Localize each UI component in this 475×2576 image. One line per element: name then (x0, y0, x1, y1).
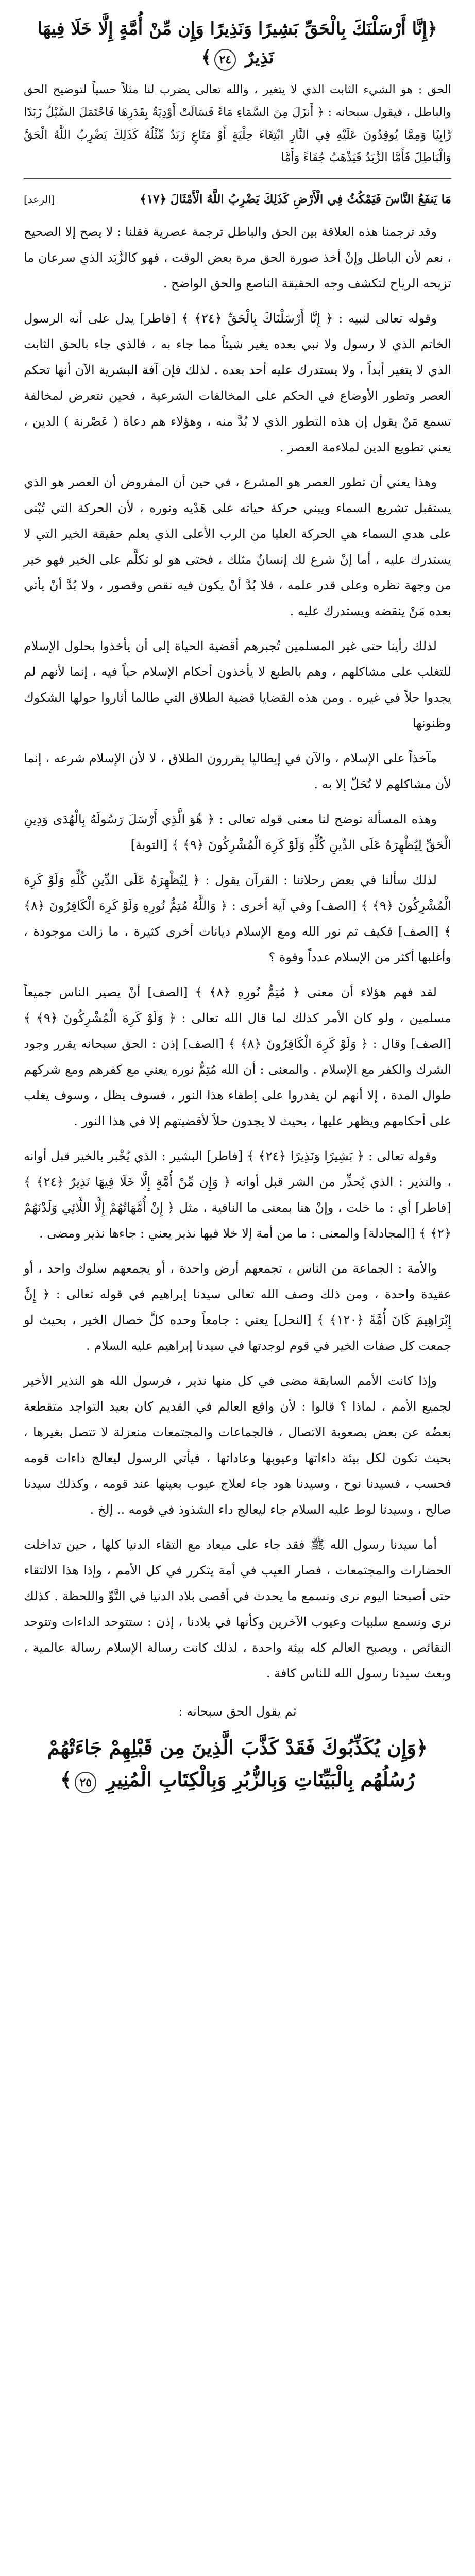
paragraph: وقد ترجمنا هذه العلاقة بين الحق والباطل ترجمة عصرية فقلنا : لا يصح إلا الصحيح ، نعم لأن الباطل وإنْ أخذ صورة الحق مرة بعض الوقت ، فهو كالزَّبَد الذي سرعان ما تزيحه الرياح لتكشف وجه الحقيقة الناصع والحق الواضح . (24, 225, 451, 291)
paragraph: وهذه المسألة توضح لنا معنى قوله تعالى : ﴿ هُوَ الَّذِي أَرْسَلَ رَسُولَهُ بِالْهُدَى وَدِينِ الْحَقِّ لِيُظْهِرَهُ عَلَى الدِّينِ كُلِّهِ وَلَوْ كَرِهَ الْمُشْرِكُونَ ﴿٩﴾ ﴾ [التوبة] (24, 812, 451, 852)
intro-paragraph: الحق : هو الشيء الثابت الذي لا يتغير ، والله تعالى يضرب لنا مثلاً حسياً لتوضيح الحق والباطل ، فيقول سبحانه : ﴿ أَنزَلَ مِنَ السَّمَاءِ مَاءً فَسَالَتْ أَوْدِيَةٌ بِقَدَرِهَا فَاحْتَمَلَ السَّيْلُ زَبَدًا رَّابِيًا وَمِمَّا يُوقِدُونَ عَلَيْهِ فِي النَّارِ ابْتِغَاءَ حِلْيَةٍ أَوْ مَتَاعٍ زَبَدٌ مِّثْلُهُ كَذَلِكَ يَضْرِبُ اللَّهُ الْحَقَّ وَالْبَاطِلَ فَأَمَّا الزَّبَدُ فَيَذْهَبُ جُفَاءً وَأَمَّا (24, 83, 451, 164)
paragraph: مآخذاً على الإسلام ، والآن في إيطاليا يقررون الطلاق ، لا لأن الإسلام شرعه ، إنما لأن مشاكلهم لا تُحَلّ إلا به . (24, 751, 451, 791)
paragraph: لذلك رأينا حتى غير المسلمين تُجبرهم أقضية الحياة إلى أن يأخذوا بحلول الإسلام للتغلب على مشاكلهم ، وهم بالطبع لا يأخذون أحكام الإسلام حباً فيه ، إنما لأنهم لم يجدوا حلاً في غيره . ومن هذه القضايا قضية الطلاق التي طالما أثاروا حولها الشكوك وظنونها (24, 639, 451, 731)
paragraph: والأمة : الجماعة من الناس ، تجمعهم أرض واحدة ، أو يجمعهم سلوك واحد ، أو عقيدة واحدة ، ومن ذلك وصف الله تعالى سيدنا إبراهيم في قوله تعالى : ﴿ إِنَّ إِبْرَاهِيمَ كَانَ أُمَّةً ﴿١٢٠﴾ ﴾ [النحل] يعني : جامعاً وحده كلَّ خصال الخير ، بحيث لو جمعت كل صفات الخير في قوم لوجدتها في سيدنا إبراهيم عليه السلام . (24, 1261, 451, 1353)
paragraph: لذلك سألنا في بعض رحلاتنا : القرآن يقول : ﴿ لِيُظْهِرَهُ عَلَى الدِّينِ كُلِّهِ وَلَوْ كَرِهَ الْمُشْرِكُونَ ﴿٩﴾ ﴾ [الصف] وفي آية أخرى : ﴿ وَاللَّهُ مُتِمُّ نُورِهِ وَلَوْ كَرِهَ الْكَافِرُونَ ﴿٨﴾ ﴾ [الصف] فكيف تم نور الله ومع الإسلام ديانات أخرى كثيرة ، ما زالت موجودة ، وأغلبها أكثر من الإسلام عدداً وقوة ؟ (24, 873, 452, 964)
paragraph: وإذا كانت الأمم السابقة مضى في كل منها نذير ، فرسول الله هو النذير الأخير لجميع الأمم ، لماذا ؟ قالوا : لأن واقع العالم في القديم كان بعيد التواجد متقطعة بعضُه عن بعض بصعوبة الاتصال ، فالجماعات والمجتمعات منعزلة لا تتصل بغيرها ، بحيث تكون لكل بيئة داءاتها وعيوبها وعاداتها ، فيأتي الرسول ليعالج داءات قومه فحسب ، فسيدنا نوح ، وسيدنا هود جاء لعلاج عيوب بعينها عند قومه ، وكذلك سيدنا صالح ، وسيدنا لوط عليه السلام جاء ليعالج داء الشذوذ في قومه .. إلخ . (24, 1374, 452, 1517)
header-verse-text: إِنَّا أَرْسَلْنَكَ بِالْحَقِّ بَشِيرًا وَنَذِيرًا وَإِن مِّنْ أُمَّةٍ إِلَّا خَلَا فِيهَا نَذِيرٌ (38, 19, 427, 68)
footer-verse-text: وَإِن يُكَذِّبُوكَ فَقَدْ كَذَّبَ الَّذِينَ مِن قَبْلِهِمْ جَاءَتْهُمْ رُسُلُهُم بِالْبَيِّنَاتِ وَبِالزُّبُرِ وَبِالْكِتَابِ الْمُنِيرِ (47, 1736, 416, 1791)
paragraph: أما سيدنا رسول الله ﷺ فقد جاء على ميعاد مع التقاء الدنيا كلها ، حين تداخلت الحضارات والمجتمعات ، فصار العيب في أمة يتكرر في كل الأمم ، وإذا هذا الالتقاء حتى أصبحنا اليوم نرى ونسمع ما يحدث في أقصى بلاد الدنيا في التَّوِّ واللحظة . كذلك نرى ونسمع سلبيات وعيوب الآخرين وكأنها في بلادنا ، إذن : ستتوحد الداءات وتتوحد النقائص ، ويصبح العالم كله بيئة واحدة ، لذلك كانت رسالة الإسلام رسالة عالمية ، وبعث سيدنا رسول الله للناس كافة . (24, 1537, 451, 1681)
bold-verse-line (24, 178, 451, 211)
header-verse: ﴿إِنَّا أَرْسَلْنَكَ بِالْحَقِّ بَشِيرًا وَنَذِيرًا وَإِن مِّنْ أُمَّةٍ إِلَّا خَلَا فِيهَا نَذِيرٌ ٢٤﴾ (24, 14, 451, 72)
paragraph: وقوله تعالى : ﴿ بَشِيرًا وَنَذِيرًا ﴿٢٤﴾ ﴾ [فاطر] البشير : الذي يُخْبر بالخير قبل أوانه ، والنذير : الذي يُحذِّر من الشر قبل أوانه ﴿ وَإِن مِّنْ أُمَّةٍ إِلَّا خَلَا فِيهَا نَذِيرٌ ﴿٢٤﴾ ﴾ [فاطر] أي : ما خلت ، وإنْ هنا بمعنى ما النافية ، مثل ﴿ إِنْ أُمَّهَاتُهُمْ إِلَّا اللَّائِي وَلَدْنَهُمْ ﴿٢﴾ ﴾ [المجادلة] والمعنى : ما من أمة إلا خلا فيها نذير يعني : جاءها نذير ومضى . (24, 1149, 451, 1241)
paragraph: وقوله تعالى لنبيه : ﴿ إِنَّا أَرْسَلْنَاكَ بِالْحَقِّ ﴿٢٤﴾ ﴾ [فاطر] يدل على أنه الرسول الخاتم الذي لا رسول ولا نبي بعده يغير شيئاً مما جاء به ، فالذي جاء بالحق الثابت الذي لا يتغير أبداً ، ولا يستدرك عليه أحد بعده . لذلك فإن آفة البشرية الآن أنها تحكم العصر وتطور الأوضاع في الحكم على المخالفات الشرعية ، فحين نتعرض لمخالفة تسمع مَنْ يقول إن هذه التطور الذي لا بُدَّ منه ، وهؤلاء هم دعاة ( عَصْرنة ) الدين ، يعني تطويع الدين لملاءمة العصر . (24, 311, 451, 454)
bold-verse-text: مَا يَنفَعُ النَّاسَ فَيَمْكُثُ فِي الْأَرْضِ كَذَلِكَ يَضْرِبُ اللَّهُ الْأَمْثَالَ ﴿١٧﴾ (140, 192, 451, 206)
paragraph: وهذا يعني أن تطور العصر هو المشرع ، في حين أن المفروض أن العصر هو الذي يستقبل تشريع السماء ويبني حركة حياته على هَدْيه ونوره ، لأن الحركة التي تُبْنى على هدي السماء هي الحركة العليا من الرب الأعلى الذي يعلم حقيقة الخير التي لا يستدرك عليه ، أما إنْ شرع لك إنسانٌ مثلك ، فحتى هو لو تكلَّم على الخير فهو خير من وجهة نظره وعلى قدر علمه ، فلا بُدَّ أنْ يكون فيه نقص وقصور ، ولا بُدَّ أنْ يأتي بعده مَنْ ينقضه ويستدرك عليه . (24, 475, 451, 618)
header-verse-number: ٢٤ (214, 49, 236, 71)
bold-verse-reference: [الرعد] (24, 193, 55, 206)
footer-verse: ﴿وَإِن يُكَذِّبُوكَ فَقَدْ كَذَّبَ الَّذِينَ مِن قَبْلِهِمْ جَاءَتْهُمْ رُسُلُهُم بِالْبَيِّنَاتِ وَبِالزُّبُرِ وَبِالْكِتَابِ الْمُنِيرِ ٢٥﴾ (24, 1732, 451, 1795)
footer-verse-number: ٢٥ (75, 1772, 96, 1793)
closing-text: ثم يقول الحق سبحانه : (178, 1704, 297, 1719)
paragraph: لقد فهم هؤلاء أن معنى ﴿ مُتِمُّ نُورِهِ ﴿٨﴾ ﴾ [الصف] أنْ يصير الناس جميعاً مسلمين ، ولو كان الأمر كذلك لما قال الله تعالى : ﴿ وَلَوْ كَرِهَ الْمُشْرِكُونَ ﴿٩﴾ ﴾ [الصف] وقال : ﴿ وَلَوْ كَرِهَ الْكَافِرُونَ ﴿٨﴾ ﴾ [الصف] إذن : الحق سبحانه يقرر وجود الشرك والكفر مع الإسلام . والمعنى : أن الله مُتِمُّ نوره يعني مع كفرهم ومع شركهم طوال المدة ، إلا أنهم لن يقدروا على إطفاء هذا النور ، فسوف يظل ، وسوف يغلب على أحكامهم ويظهر عليها ، بحيث لا يجدون حلاً لأقضيتهم إلا في هذا النور . (24, 985, 451, 1128)
